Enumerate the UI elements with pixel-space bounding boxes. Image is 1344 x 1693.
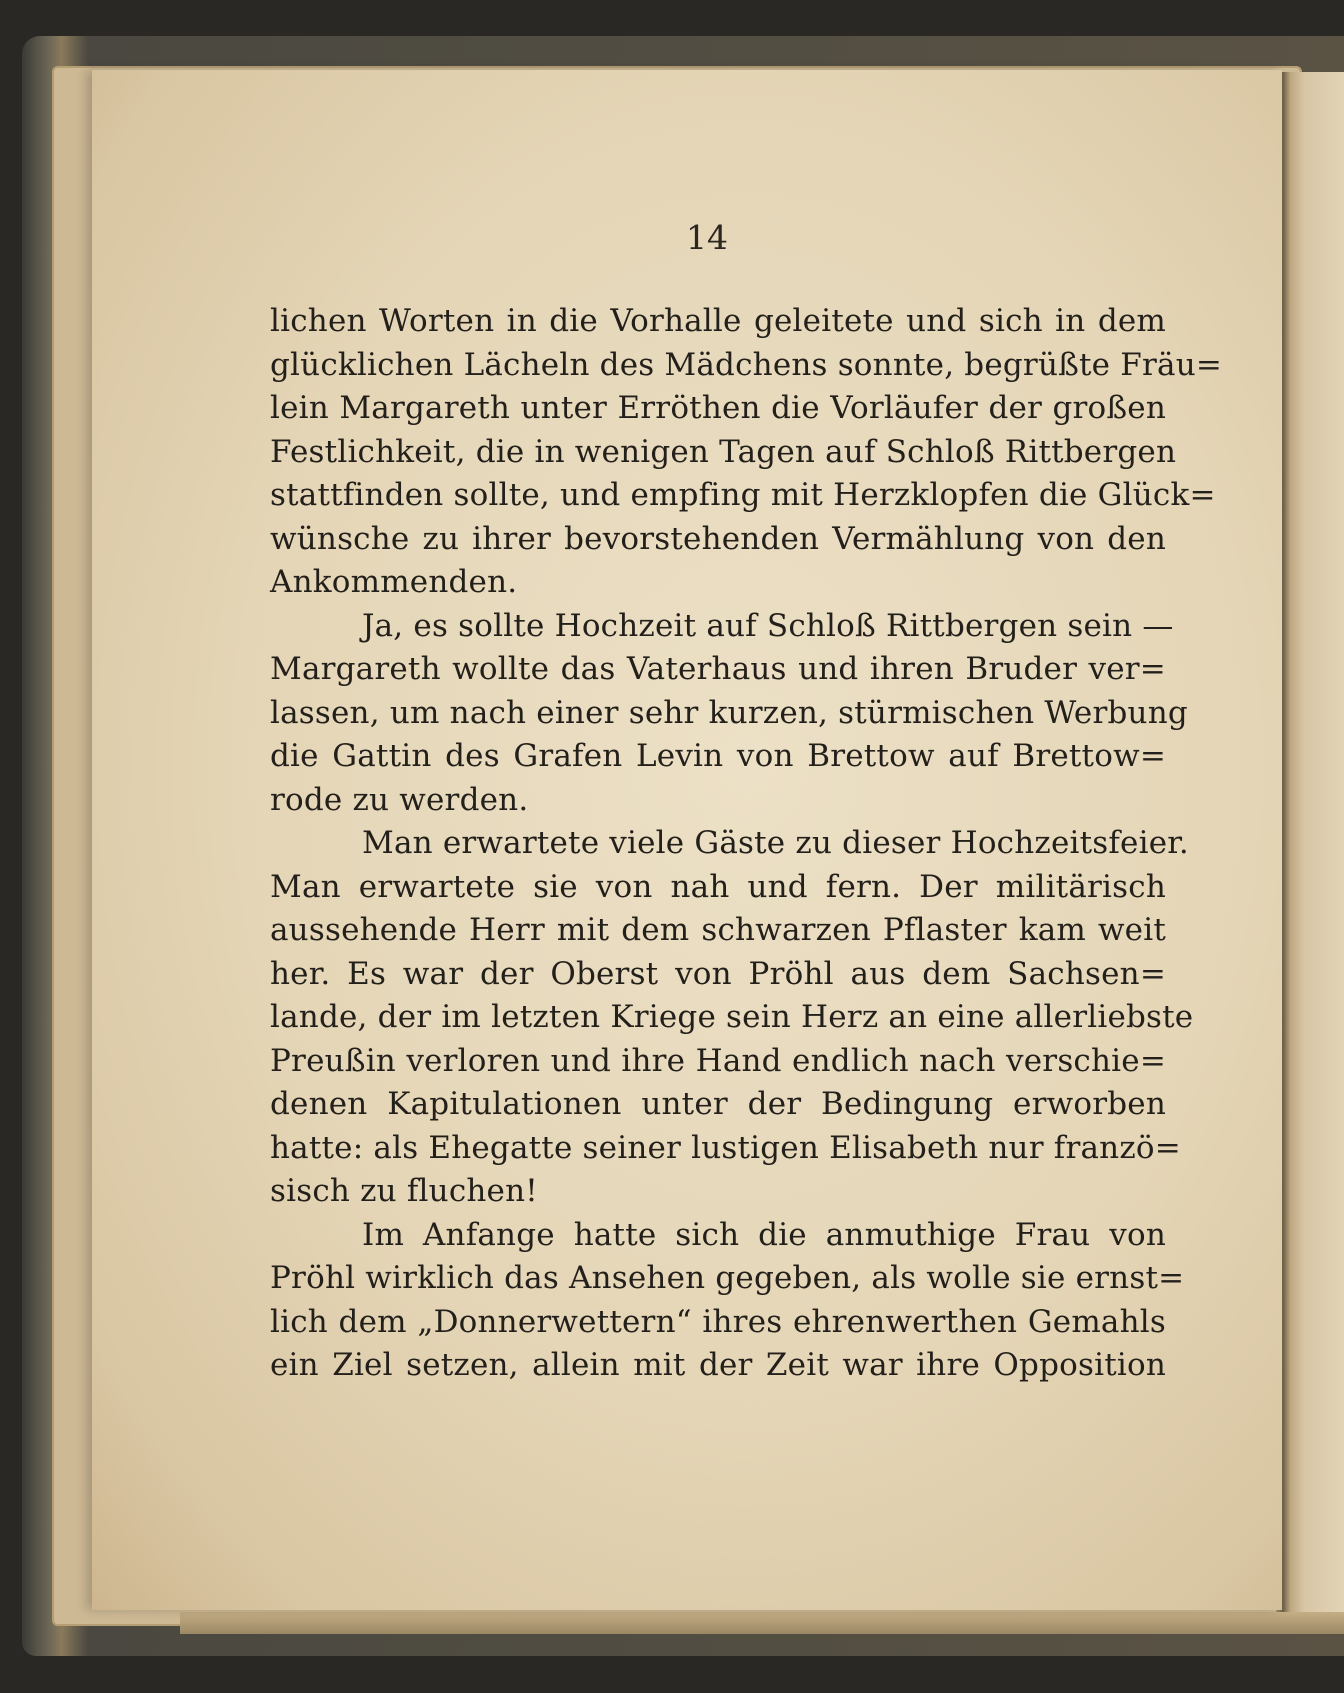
- text-line: glücklichen Lächeln des Mädchens sonnte, begrüßte Fräu=: [270, 346, 1223, 383]
- page-number: 14: [686, 218, 728, 257]
- body-text: [270, 300, 1223, 1388]
- text-line: lichen Worten in die Vorhalle geleitete und sich in dem: [270, 303, 1166, 339]
- text-line: lande, der im letzten Kriege sein Herz an eine allerliebste: [270, 999, 1194, 1035]
- text-line: Margareth wollte das Vaterhaus und ihren Bruder ver=: [270, 651, 1166, 687]
- page-bottom-edge: [180, 1612, 1344, 1634]
- text-line: hatte: als Ehegatte seiner lustigen Elisabeth nur franzö=: [270, 1129, 1181, 1166]
- text-line: Man erwartete viele Gäste zu dieser Hochzeitsfeier.: [362, 825, 1189, 861]
- text-line: her. Es war der Oberst von Pröhl aus dem Sachsen=: [270, 955, 1166, 992]
- text-line: lassen, um nach einer sehr kurzen, stürmischen Werbung: [270, 694, 1188, 731]
- text-line: ein Ziel setzen, allein mit der Zeit war ihre Opposition: [270, 1347, 1166, 1383]
- text-line: sisch zu fluchen!: [270, 1173, 538, 1209]
- text-line: Man erwartete sie von nah und fern. Der militärisch: [270, 868, 1166, 905]
- text-line: lein Margareth unter Erröthen die Vorläufer der großen: [270, 390, 1166, 426]
- text-line: Ankommenden.: [270, 564, 518, 600]
- text-line: aussehende Herr mit dem schwarzen Pflaster kam weit: [270, 912, 1166, 948]
- text-line: wünsche zu ihrer bevorstehenden Vermählung von den: [270, 520, 1166, 557]
- text-line: lich dem „Donnerwettern“ ihres ehrenwerthen Gemahls: [270, 1303, 1166, 1340]
- text-line: Pröhl wirklich das Ansehen gegeben, als wolle sie ernst=: [270, 1260, 1185, 1296]
- text-line: Ja, es sollte Hochzeit auf Schloß Rittbergen sein —: [362, 607, 1174, 644]
- text-line: die Gattin des Grafen Levin von Brettow auf Brettow=: [270, 738, 1166, 774]
- text-line: Im Anfange hatte sich die anmuthige Frau von: [362, 1216, 1166, 1253]
- text-line: Festlichkeit, die in wenigen Tagen auf Schloß Rittbergen: [270, 433, 1177, 470]
- text-line: Preußin verloren und ihre Hand endlich nach verschie=: [270, 1042, 1166, 1079]
- text-line: denen Kapitulationen unter der Bedingung erworben: [270, 1086, 1166, 1122]
- text-line: stattfinden sollte, und empfing mit Herzklopfen die Glück=: [270, 477, 1216, 513]
- facing-page-edge: [1288, 72, 1344, 1612]
- text-line: rode zu werden.: [270, 781, 529, 818]
